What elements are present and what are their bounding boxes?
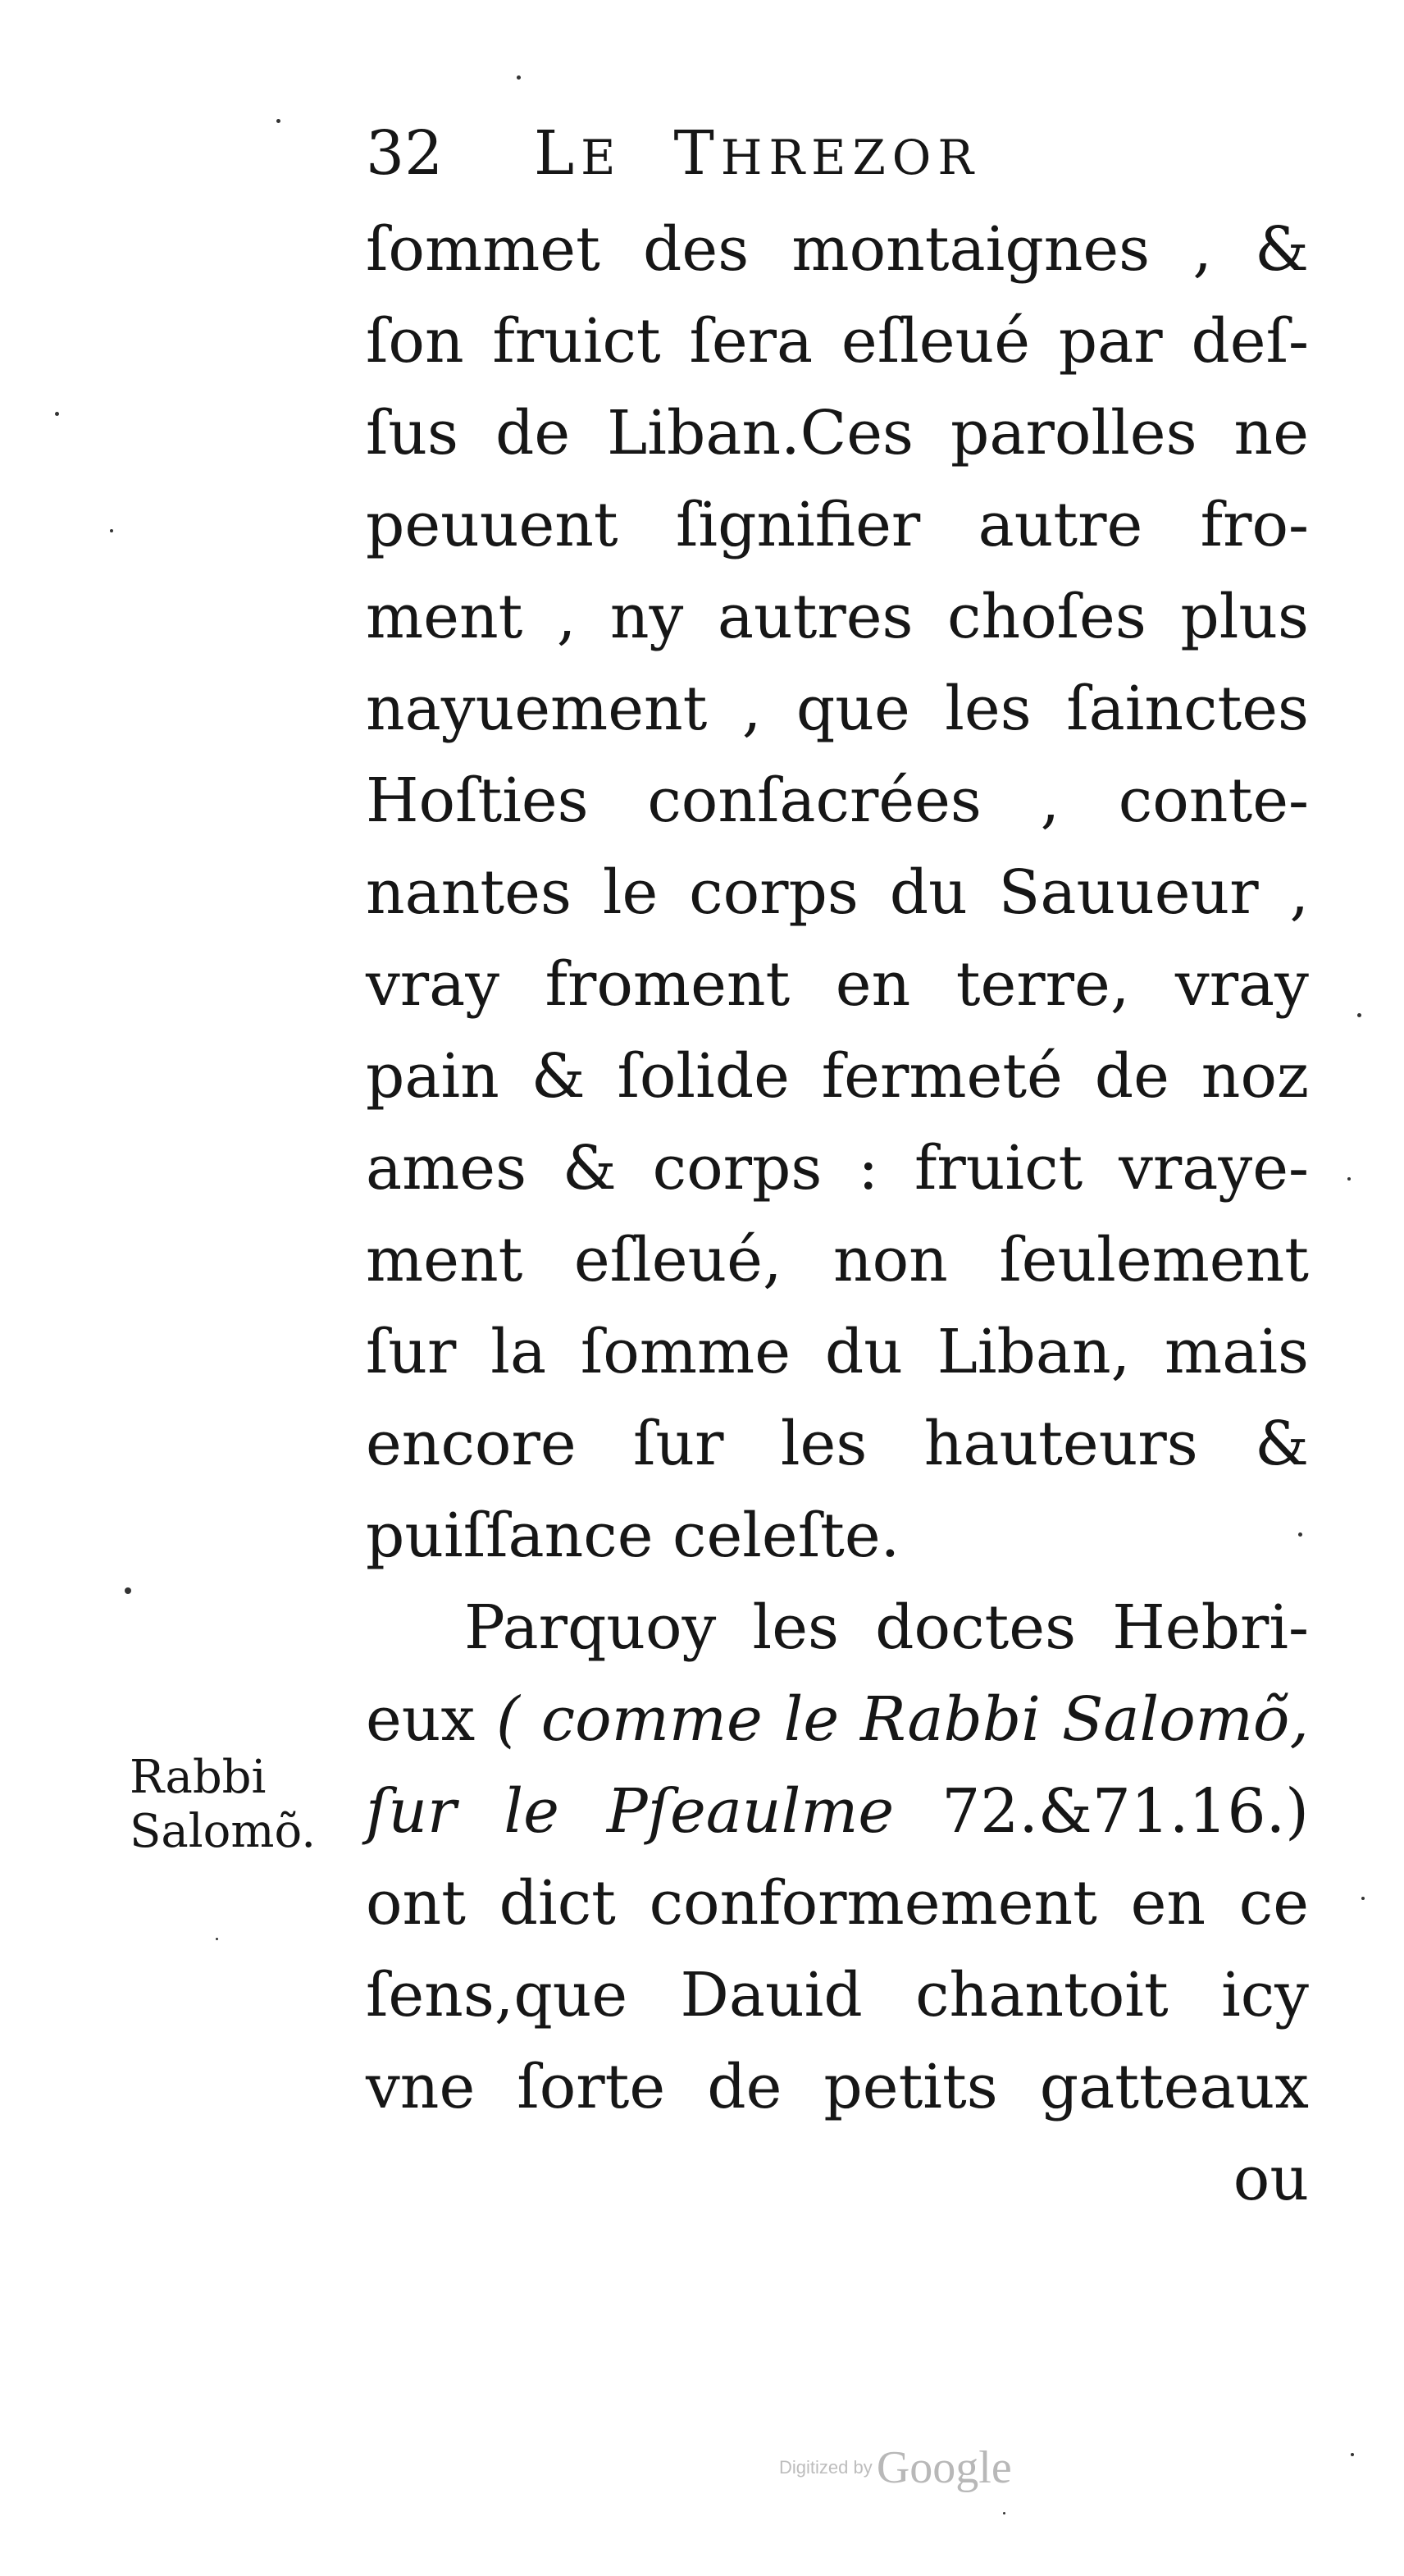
margin-note-line: Salomõ. [130,1805,317,1858]
text-line: peuuent ſignifier autre fro- [366,490,1309,560]
text-line: nantes le corps du Sauueur , [366,857,1309,928]
ink-speck [55,412,59,416]
digitized-by-google-watermark [779,2441,1107,2507]
catchword: ou [1233,2144,1309,2214]
text-line: vne ſorte de petits gatteaux [366,2052,1309,2122]
text-roman: eux [366,1684,476,1755]
ink-speck [276,119,280,123]
running-header [366,108,1309,199]
google-logo: Google [876,2442,1012,2493]
text-line: ment eſleué, non ſeulement [366,1225,1309,1295]
text-italic-citation: ( comme le Rabbi Salomõ, [496,1684,1309,1755]
paragraph-start-line: Parquoy les doctes Hebri- [464,1592,1309,1663]
text-line: ſus de Liban.Ces parolles ne [366,398,1309,468]
text-line-citation [366,1765,1309,1857]
ink-speck [125,1587,131,1594]
text-body [366,203,1309,2225]
text-line: ames & corps : fruict vraye- [366,1133,1309,1204]
title-word-rest: HREZOR [720,130,980,185]
text-line: ſens,que Dauid chantoit icy [366,1960,1309,2030]
text-line-citation [366,1674,1309,1765]
text-line: Hoſties conſacrées , conte- [366,765,1309,836]
ink-speck [1347,1177,1351,1181]
text-line: pain & ſolide fermeté de noz [366,1041,1309,1112]
ink-speck [1361,1897,1365,1900]
text-line: ſur la ſomme du Liban, mais [366,1317,1309,1387]
text-line: encore ſur les hauteurs & [366,1409,1309,1479]
ink-speck [110,529,113,532]
ink-speck [216,1938,218,1940]
text-roman-reference: 72.&71.16.) [894,1776,1309,1847]
digitized-by-label: Digitized by [779,2457,873,2478]
margin-note-line: Rabbi [130,1751,267,1804]
page-number: 32 [366,118,444,189]
running-title [534,108,980,203]
text-line: ment , ny autres choſes plus [366,582,1309,652]
ink-speck [1003,2512,1005,2514]
title-word-initial: T [673,118,721,189]
text-line: ſommet des montaignes , & [366,214,1309,285]
text-line: nayuement , que les ſainctes [366,674,1309,744]
ink-speck [517,75,521,80]
paragraph-end-line: puiſſance celeſte. [366,1500,900,1571]
text-line: ont dict conformement en ce [366,1868,1309,1939]
ink-speck [1351,2453,1354,2456]
text-italic-citation: ſur le Pſeaulme [366,1776,895,1847]
title-e: E [581,130,622,185]
text-line: ſon fruict ſera eſleué par deſ- [366,306,1309,377]
ink-speck [1298,1532,1302,1537]
text-line: vray froment en terre, vray [366,949,1309,1020]
ink-speck [1357,1013,1361,1017]
margin-note [130,1751,351,1859]
title-initial: L [534,118,581,189]
